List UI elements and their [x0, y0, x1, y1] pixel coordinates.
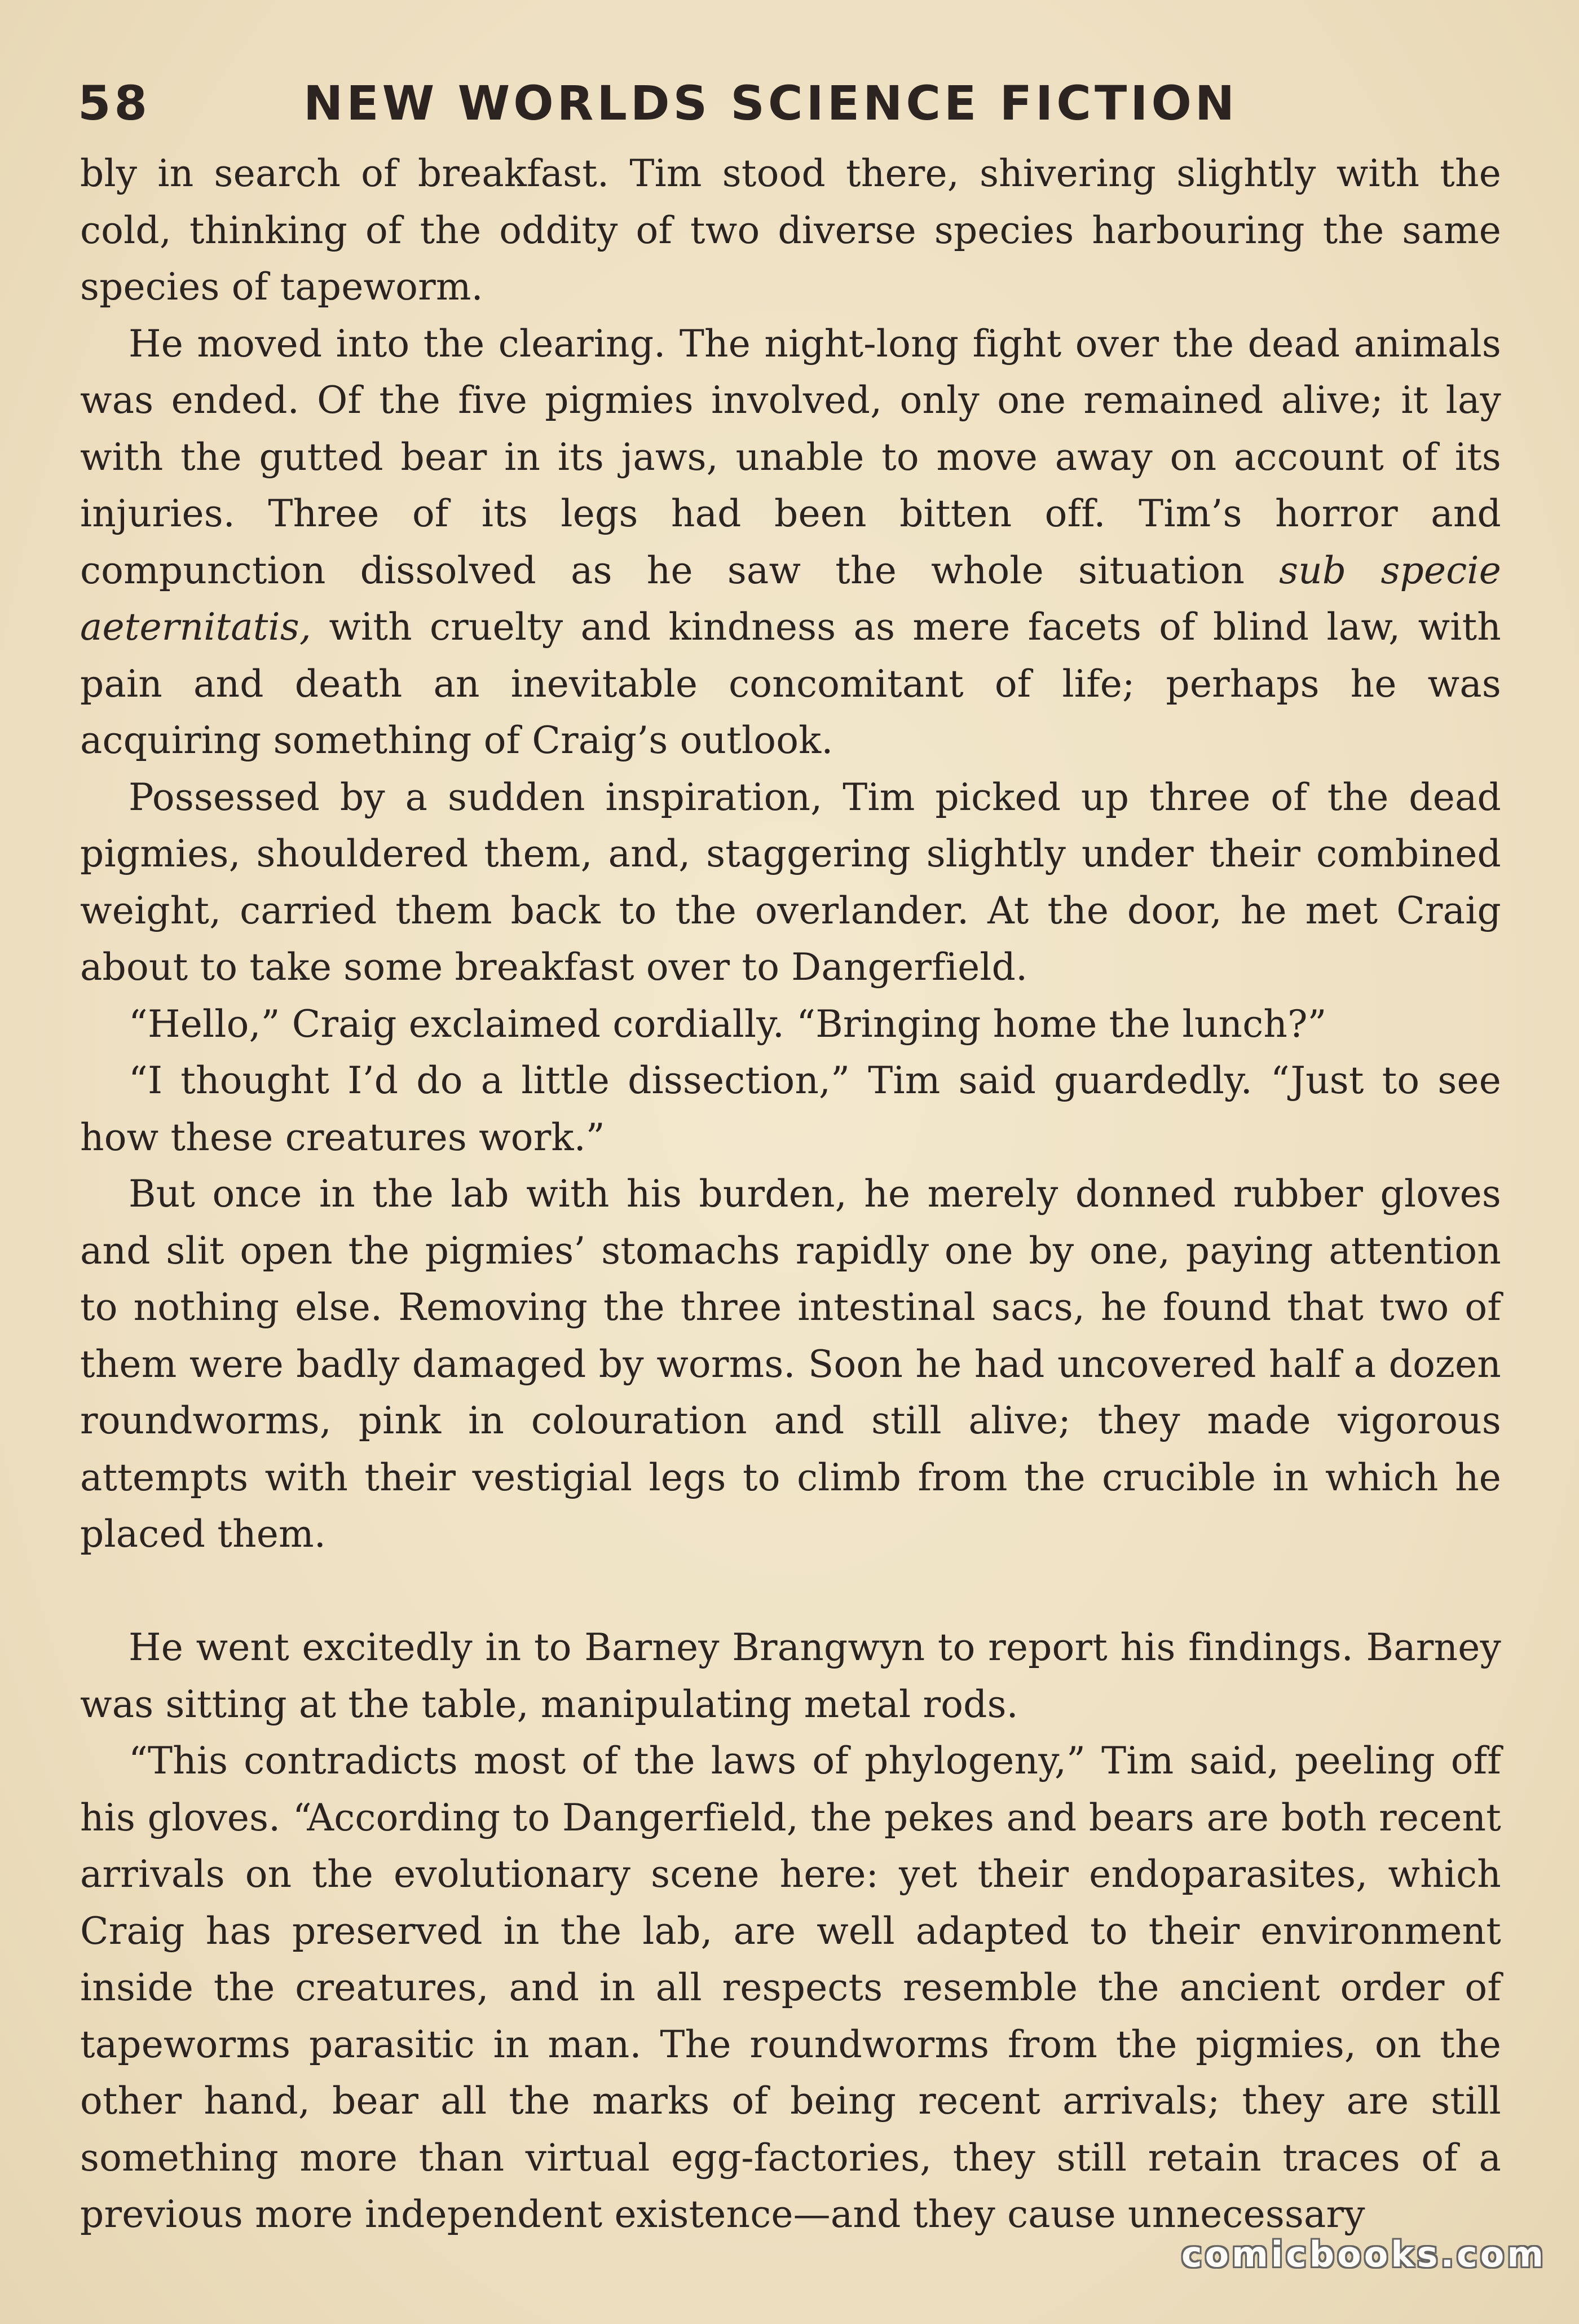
running-title: NEW WORLDS SCIENCE FICTION	[303, 76, 1238, 131]
paragraph-text: bly in search of breakfast. Tim stood there, shivering slightly with the cold, thinking of the oddity of two diverse species harbouring the same species of tapeworm.	[80, 152, 1501, 309]
page-header	[78, 72, 1521, 134]
paragraph-text: But once in the lab with his burden, he merely donned rubber gloves and slit open the pigmies’ stomachs rapidly one by one, paying attention to nothing else. Removing the three intestinal sacs, he found that two of them were badly damaged by worms. Soon he had uncovered half a dozen roundworms, pink in colouration and still alive; they made vigorous attempts with their vestigial legs to climb from the crucible in which he placed them.	[80, 1172, 1501, 1556]
paragraph-text: He went excitedly in to Barney Brangwyn to report his findings. Barney was sitting at the table, manipulating metal rods.	[80, 1626, 1501, 1726]
paragraph	[80, 996, 1501, 1053]
paragraph-text: “Hello,” Craig exclaimed cordially. “Bringing home the lunch?”	[129, 1002, 1327, 1046]
paragraph	[80, 316, 1501, 769]
paragraph-text: “This contradicts most of the laws of phylogeny,” Tim said, peeling off his gloves. “According to Dangerfield, the pekes and bears are both recent arrivals on the evolutionary scene here: yet their endoparasites, which Craig has preserved in the lab, are well adapted to their environment inside the creatures, and in all respects resemble the ancient order of tapeworms parasitic in man. The roundworms from the pigmies, on the other hand, bear all the marks of being recent arrivals; they are still something more than virtual egg-factories, they still retain traces of a previous more independent existence—and they cause unnecessary	[80, 1739, 1501, 2236]
paragraph-text: with cruelty and kindness as mere facets of blind law, with pain and death an inevitable concomitant of life; perhaps he was acquiring something of Craig’s outlook.	[80, 605, 1502, 762]
watermark: comicbooks.com	[1181, 2234, 1546, 2275]
paragraph	[80, 1619, 1501, 1733]
paragraph	[80, 146, 1501, 316]
paragraph	[80, 1053, 1501, 1166]
paragraph	[80, 1166, 1501, 1563]
page-number: 58	[78, 76, 151, 131]
paragraph	[80, 769, 1501, 996]
paragraph-text: Possessed by a sudden inspiration, Tim picked up three of the dead pigmies, shouldered them, and, staggering slightly under their combined weight, carried them back to the overlander. At the door, he met Craig about to take some breakfast over to Dangerfield.	[80, 775, 1501, 989]
paragraph-text: “I thought I’d do a little dissection,” Tim said guardedly. “Just to see how these creatures work.”	[80, 1059, 1501, 1159]
paragraph-text: He moved into the clearing. The night-long fight over the dead animals was ended. Of the five pigmies involved, only one remained alive; it lay with the gutted bear in its jaws, unable to move away on account of its injuries. Three of its legs had been bitten off. Tim’s horror and compunction dissolved as he saw the whole situation	[80, 322, 1501, 592]
body-text	[80, 146, 1501, 2243]
latin-phrase: sub specie aeternitatis,	[80, 548, 1501, 649]
paragraph	[80, 1733, 1501, 2243]
